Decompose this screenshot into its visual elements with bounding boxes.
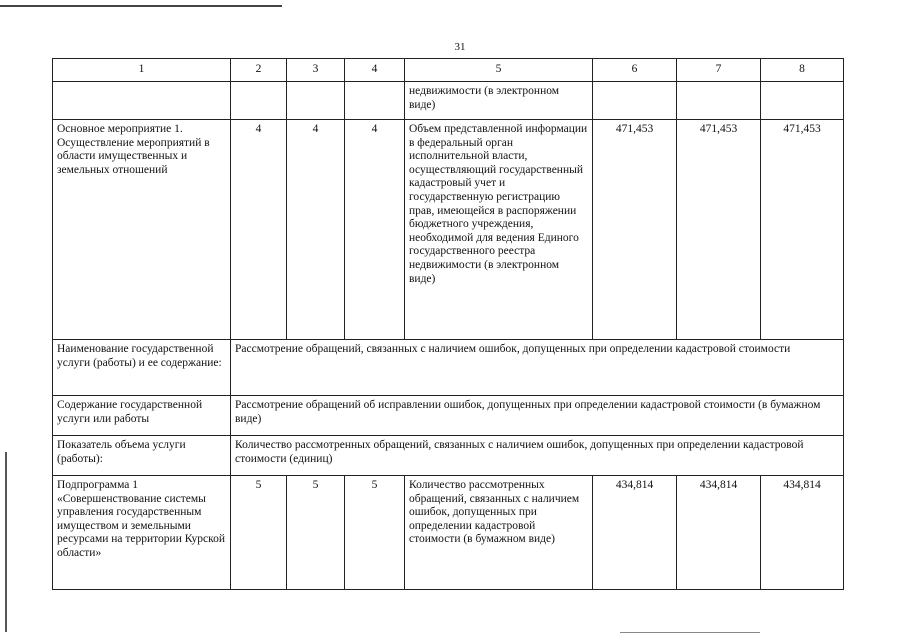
header-cell: 3 bbox=[287, 59, 345, 82]
indicator-cell: Объем представленной информации в федеральный орган исполнительной власти, осуществляющий государственный кадастровый учет и государственную регистрацию прав, имеющейся в распоряжении бюджетного учреждения, необходимой для ведения Единого государственного реестра недвижимости (в электронном виде) bbox=[405, 120, 593, 340]
empty-cell bbox=[345, 82, 405, 120]
value-cell: 434,814 bbox=[677, 476, 761, 590]
value-cell: 4 bbox=[231, 120, 287, 340]
volume-indicator-row bbox=[53, 436, 844, 476]
data-table bbox=[52, 58, 844, 590]
value-cell: 471,453 bbox=[677, 120, 761, 340]
header-cell: 8 bbox=[761, 59, 844, 82]
row-text-cell: Количество рассмотренных обращений, связанных с наличием ошибок, допущенных при определении кадастровой стоимости (единиц) bbox=[231, 436, 844, 476]
subprogram-name-cell: Подпрограмма 1 «Совершенствование системы управления государственным имуществом и земельными ресурсами на территории Курской области» bbox=[53, 476, 231, 590]
scan-artifact-left-line bbox=[5, 452, 7, 632]
header-cell: 4 bbox=[345, 59, 405, 82]
value-cell: 5 bbox=[287, 476, 345, 590]
empty-cell bbox=[761, 82, 844, 120]
value-cell: 471,453 bbox=[593, 120, 677, 340]
row-text-cell: Рассмотрение обращений об исправлении ошибок, допущенных при определении кадастровой стоимости (в бумажном виде) bbox=[231, 396, 844, 436]
service-content-row bbox=[53, 396, 844, 436]
continuation-row bbox=[53, 82, 844, 120]
value-cell: 434,814 bbox=[761, 476, 844, 590]
service-name-row bbox=[53, 340, 844, 396]
header-cell: 1 bbox=[53, 59, 231, 82]
row-label-cell: Содержание государственной услуги или работы bbox=[53, 396, 231, 436]
indicator-cell: Количество рассмотренных обращений, связанных с наличием ошибок, допущенных при определении кадастровой стоимости (в бумажном виде) bbox=[405, 476, 593, 590]
scan-artifact-top-line bbox=[0, 5, 282, 7]
header-cell: 7 bbox=[677, 59, 761, 82]
page-number: 31 bbox=[454, 41, 466, 53]
empty-cell bbox=[231, 82, 287, 120]
header-row bbox=[53, 59, 844, 82]
header-cell: 5 bbox=[405, 59, 593, 82]
empty-cell bbox=[287, 82, 345, 120]
activity-row bbox=[53, 120, 844, 340]
empty-cell bbox=[593, 82, 677, 120]
empty-cell bbox=[677, 82, 761, 120]
row-text-cell: Рассмотрение обращений, связанных с наличием ошибок, допущенных при определении кадастровой стоимости bbox=[231, 340, 844, 396]
empty-cell bbox=[53, 82, 231, 120]
header-cell: 6 bbox=[593, 59, 677, 82]
indicator-cell: недвижимости (в электронном виде) bbox=[405, 82, 593, 120]
row-label-cell: Показатель объема услуги (работы): bbox=[53, 436, 231, 476]
value-cell: 434,814 bbox=[593, 476, 677, 590]
value-cell: 471,453 bbox=[761, 120, 844, 340]
value-cell: 5 bbox=[231, 476, 287, 590]
header-cell: 2 bbox=[231, 59, 287, 82]
value-cell: 4 bbox=[287, 120, 345, 340]
scan-artifact-bottom-line bbox=[620, 632, 760, 633]
value-cell: 5 bbox=[345, 476, 405, 590]
activity-name-cell: Основное мероприятие 1. Осуществление мероприятий в области имущественных и земельных отношений bbox=[53, 120, 231, 340]
row-label-cell: Наименование государственной услуги (работы) и ее содержание: bbox=[53, 340, 231, 396]
value-cell: 4 bbox=[345, 120, 405, 340]
subprogram-row bbox=[53, 476, 844, 590]
